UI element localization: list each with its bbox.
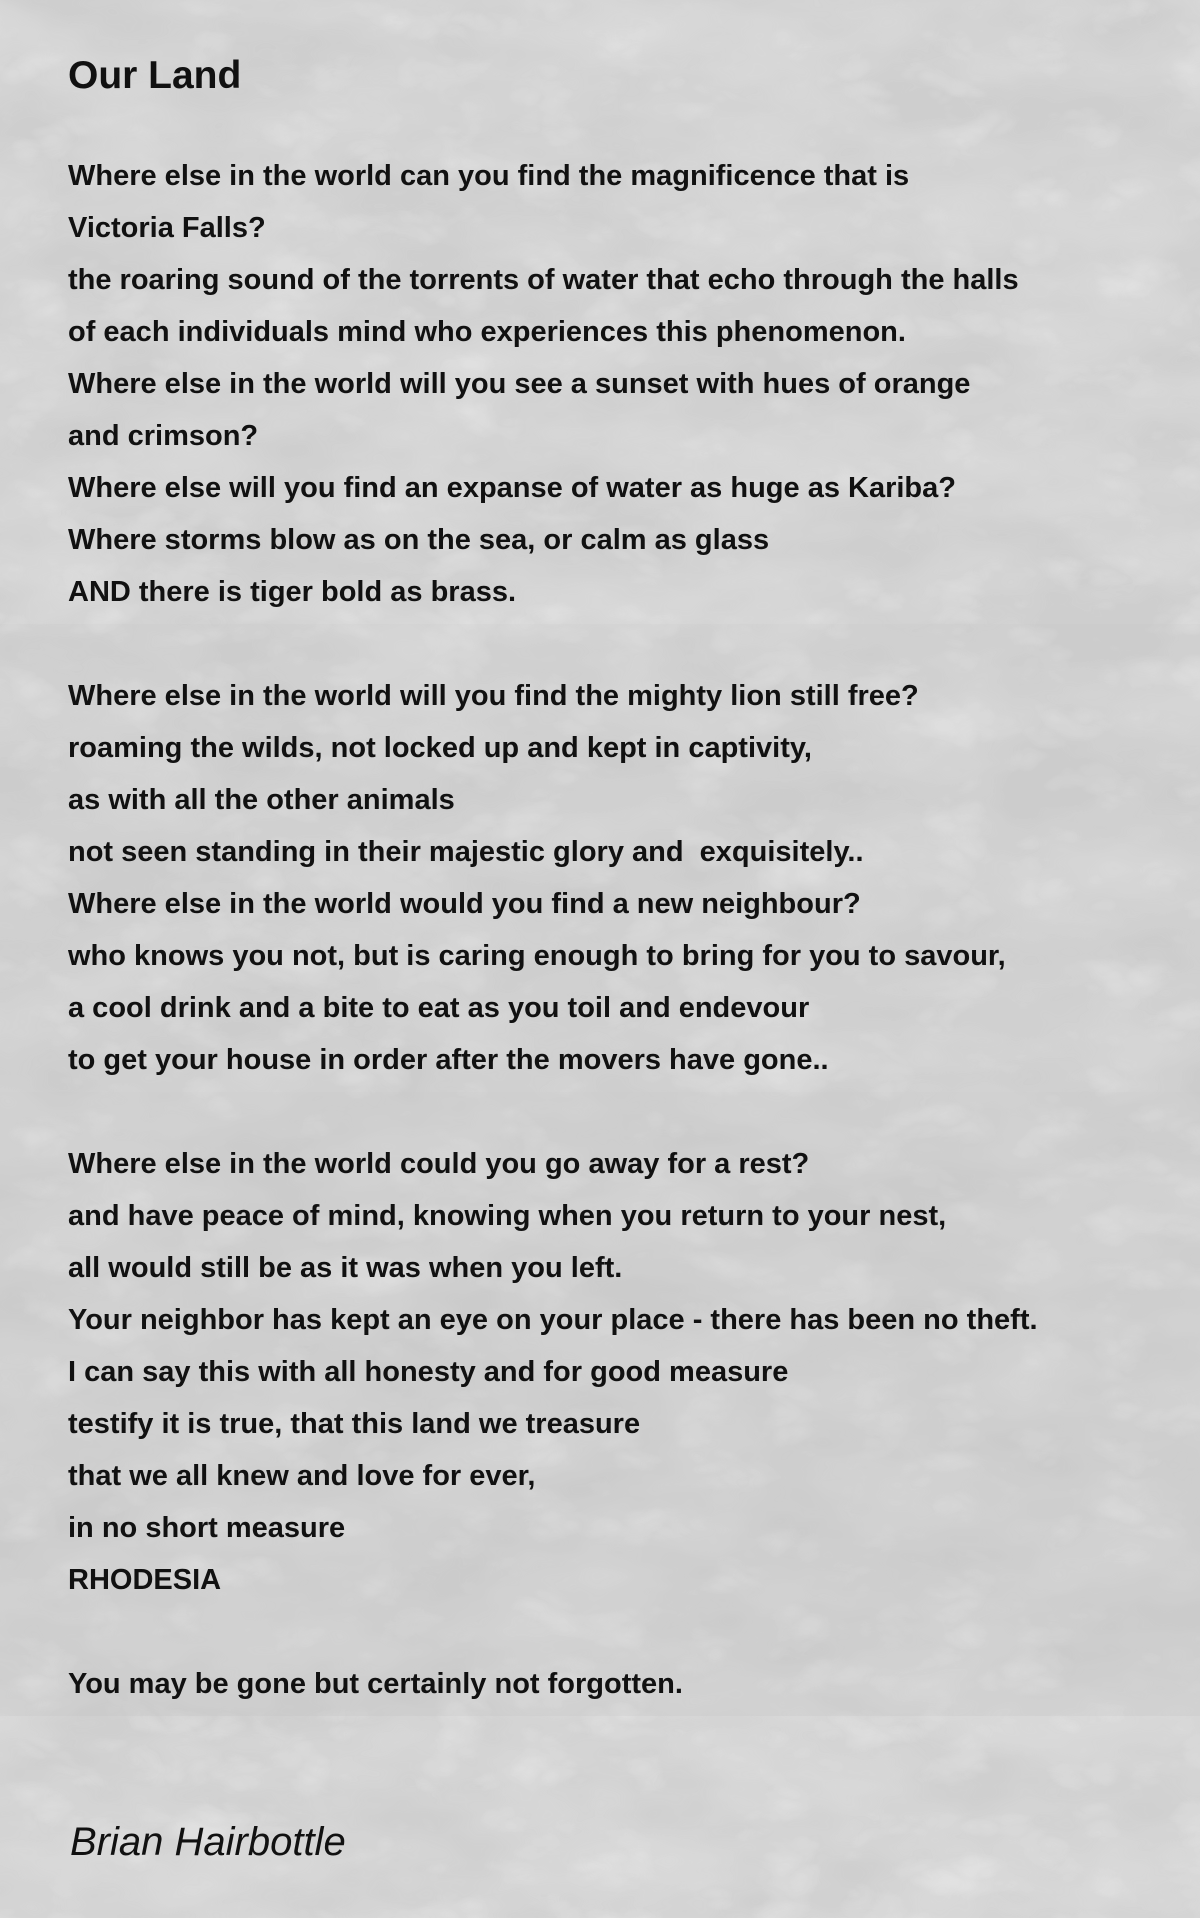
poem-line: Your neighbor has kept an eye on your place - there has been no theft. (68, 1304, 1038, 1336)
poem-line: a cool drink and a bite to eat as you toil and endevour (68, 992, 810, 1024)
poem-line: and have peace of mind, knowing when you return to your nest, (68, 1200, 947, 1232)
poem-line: and crimson? (68, 420, 259, 452)
poem-line: as with all the other animals (68, 784, 455, 816)
poem-line: RHODESIA (68, 1564, 222, 1596)
poem-author: Brian Hairbottle (70, 1820, 346, 1864)
stanza-break (68, 1606, 1178, 1658)
poem-line: roaming the wilds, not locked up and kept in captivity, (68, 732, 812, 764)
poem-line: all would still be as it was when you left. (68, 1252, 623, 1284)
poem-line: that we all knew and love for ever, (68, 1460, 536, 1492)
stanza-break (68, 1086, 1178, 1138)
poem-line: not seen standing in their majestic glory and exquisitely.. (68, 836, 864, 868)
poem-line: Where storms blow as on the sea, or calm as glass (68, 524, 770, 556)
poem-line: Victoria Falls? (68, 212, 266, 244)
poem-line: AND there is tiger bold as brass. (68, 576, 517, 608)
poem-line: the roaring sound of the torrents of water that echo through the halls (68, 264, 1019, 296)
poem-line: You may be gone but certainly not forgotten. (68, 1668, 683, 1700)
stanza-break (68, 618, 1178, 670)
poem-line: Where else in the world would you find a new neighbour? (68, 888, 861, 920)
poem-line: of each individuals mind who experiences this phenomenon. (68, 316, 906, 348)
poem-line: in no short measure (68, 1512, 346, 1544)
poem-line: I can say this with all honesty and for good measure (68, 1356, 789, 1388)
poem-body (68, 150, 1178, 1710)
poem-line: to get your house in order after the movers have gone.. (68, 1044, 829, 1076)
poem-line: Where else will you find an expanse of water as huge as Kariba? (68, 472, 956, 504)
poem-line: who knows you not, but is caring enough to bring for you to savour, (68, 940, 1006, 972)
background-band (0, 1716, 1200, 1918)
poem-line: Where else in the world can you find the magnificence that is (68, 160, 910, 192)
poem-line: testify it is true, that this land we treasure (68, 1408, 641, 1440)
poem-line: Where else in the world will you see a sunset with hues of orange (68, 368, 971, 400)
poem-line: Where else in the world will you find the mighty lion still free? (68, 680, 919, 712)
poem-line: Where else in the world could you go away for a rest? (68, 1148, 810, 1180)
poem-title: Our Land (68, 54, 242, 97)
